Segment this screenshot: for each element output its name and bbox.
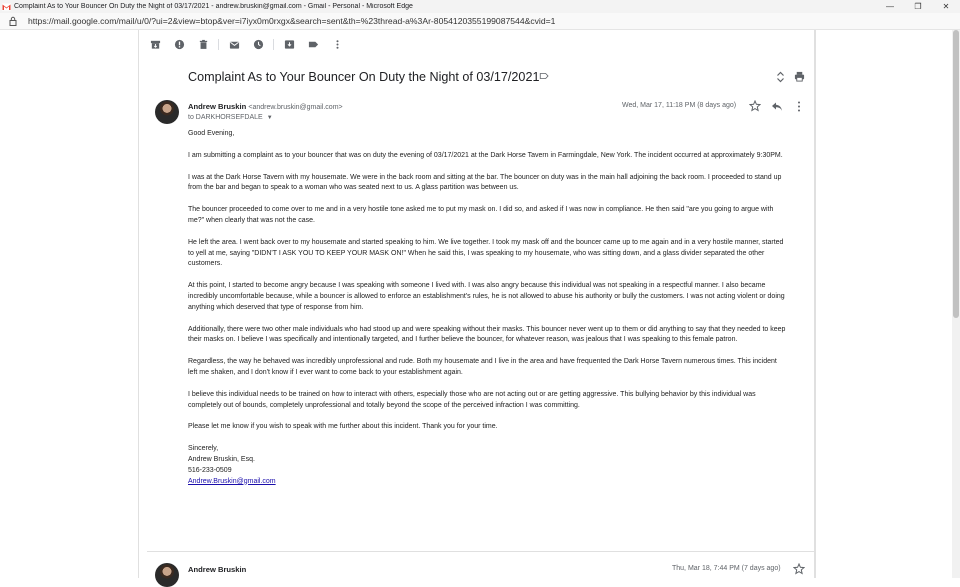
body-paragraph: I believe this individual needs to be trained on how to interact with others, especially those who are not acting out or are getting aggressive. This bullying behavior by this individual was completely out of bounds, completely unprofessional and totally beyond the scope of the perceived infraction I was committing. [188,390,756,409]
lock-icon [8,16,18,26]
signature-phone: 516-233-0509 [188,466,232,474]
message-body [188,129,788,487]
body-paragraph: Good Evening, [188,130,235,137]
body-paragraph: The bouncer proceeded to come over to me and in a very hostile tone asked me to put my mask on. I did so, and asked if I was now in compliance. He then said "are you going to argue with me?" when clearly that was not the case. [188,206,774,224]
expand-all-icon[interactable] [776,71,785,83]
sender-avatar[interactable] [155,563,179,587]
delete-icon [198,39,209,50]
close-button[interactable]: ✕ [942,2,950,11]
toolbar-divider [218,39,219,50]
sender-name[interactable]: Andrew Bruskin [188,102,247,111]
page [0,30,960,578]
mail-view [138,30,815,578]
body-paragraph: At this point, I started to become angry because I was speaking with someone I lived with. I was also angry because this individual was not speaking in a respectful manner. I also became incredibly uncomfortable because, while a bouncer is allowed to enforce an establishment's rules, he is not allowed to abuse his authority or bully the customers. I was not acting violent or doing anything which deserved that type of response from him. [188,282,785,311]
label-outline-icon[interactable] [539,71,549,81]
move-to-button[interactable] [281,36,297,52]
gmail-logo-icon [2,3,11,11]
report-spam-icon [174,39,185,50]
message-date: Wed, Mar 17, 11:18 PM (8 days ago) [622,102,737,109]
sender-avatar[interactable] [155,100,179,124]
signoff: Sincerely, [188,445,219,453]
more-vert-icon[interactable] [796,101,802,112]
archive-icon [150,39,161,50]
delete-button[interactable] [195,36,211,52]
window-title: Complaint As to Your Bouncer On Duty the Night of 03/17/2021 - andrew.bruskin@gmail.com - Gmail - Personal - Microsoft Edge [14,3,413,10]
body-paragraph: Additionally, there were two other male individuals who had stood up and were speaking without their masks. This bouncer never went up to them or did anything to say that they needed to keep their masks on. I believe I was specifically and intentionally targeted, and I further believe the bouncer, for whatever reason, was jealous that I was speaking to this female patron. [188,325,786,344]
mail-toolbar [147,36,353,52]
window-titlebar [0,0,960,13]
body-paragraph: He left the area. I went back over to my housemate and started speaking to him. We live together. I took my mask off and the bouncer came up to me again and in a very hostile manner, started to yell at me, saying "DIDN'T I ASK YOU TO KEEP YOUR MASK ON!" When he said this, I was speaking to my housemate, who was sitting down, and a glass divider separated the other customers. [188,238,784,268]
archive-button[interactable] [147,36,163,52]
recipient-text: to DARKHORSEFDALE [188,114,263,121]
sender-line [188,102,343,111]
body-paragraph: Please let me know if you wish to speak with me further about this incident. Thank you for your time. [188,423,498,431]
more-actions-button[interactable] [329,36,345,52]
right-margin [815,30,952,578]
print-icon[interactable] [794,71,805,82]
star-icon[interactable] [793,563,805,575]
report-spam-button[interactable] [171,36,187,52]
signature-email-link[interactable]: Andrew.Bruskin@gmail.com [188,477,276,485]
label-icon [308,39,319,50]
body-paragraph: I am submitting a complaint as to your bouncer that was on duty the evening of 03/17/2021 at the Dark Horse Tavern in Farmingdale, New York. The incident occurred at approximately 9:30PM. [188,151,783,159]
body-paragraph: I was at the Dark Horse Tavern with my housemate. We were in the back room and sitting at the bar. The bouncer on duty was in the main hall adjoining the back room. I proceeded to stand up from the bar and began to speak to a woman who was seated next to us. A glass partition was between us. [188,173,782,192]
body-paragraph: Regardless, the way he behaved was incredibly unprofessional and rude. Both my housemate and I live in the area and have frequented the Dark Horse Tavern numerous times. This incident left me shaken, and I don't know if I ever want to come back to your establishment again. [188,358,777,376]
scrollbar-thumb[interactable] [953,30,959,318]
labels-button[interactable] [305,36,321,52]
thread-subject: Complaint As to Your Bouncer On Duty the Night of 03/17/2021 [188,70,540,84]
left-margin [0,30,138,578]
sender-email: <andrew.bruskin@gmail.com> [248,104,343,111]
minimize-button[interactable]: — [886,2,894,11]
snooze-icon [253,39,264,50]
signature-name: Andrew Bruskin, Esq. [188,455,255,463]
reply-icon[interactable] [771,101,783,112]
star-icon[interactable] [749,100,761,112]
sender-name[interactable]: Andrew Bruskin [188,565,247,574]
url-text[interactable]: https://mail.google.com/mail/u/0/?ui=2&view=btop&ver=i7iyx0m0rxgx&search=sent&th=%23thread-a%3Ar-8054120355199087544&cvid=1 [28,16,556,26]
message-date: Thu, Mar 18, 7:44 PM (7 days ago) [672,565,781,572]
mark-unread-button[interactable] [226,36,242,52]
recipient-line[interactable] [188,114,273,121]
more-vert-icon [332,39,343,50]
restore-button[interactable]: ❐ [914,2,922,11]
move-to-icon [284,39,295,50]
address-bar[interactable] [0,13,960,30]
message-divider [147,551,814,552]
toolbar-divider [273,39,274,50]
move-to-inbox-icon [229,39,240,50]
recipient-details-caret-icon[interactable]: ▼ [266,114,273,121]
snooze-button[interactable] [250,36,266,52]
